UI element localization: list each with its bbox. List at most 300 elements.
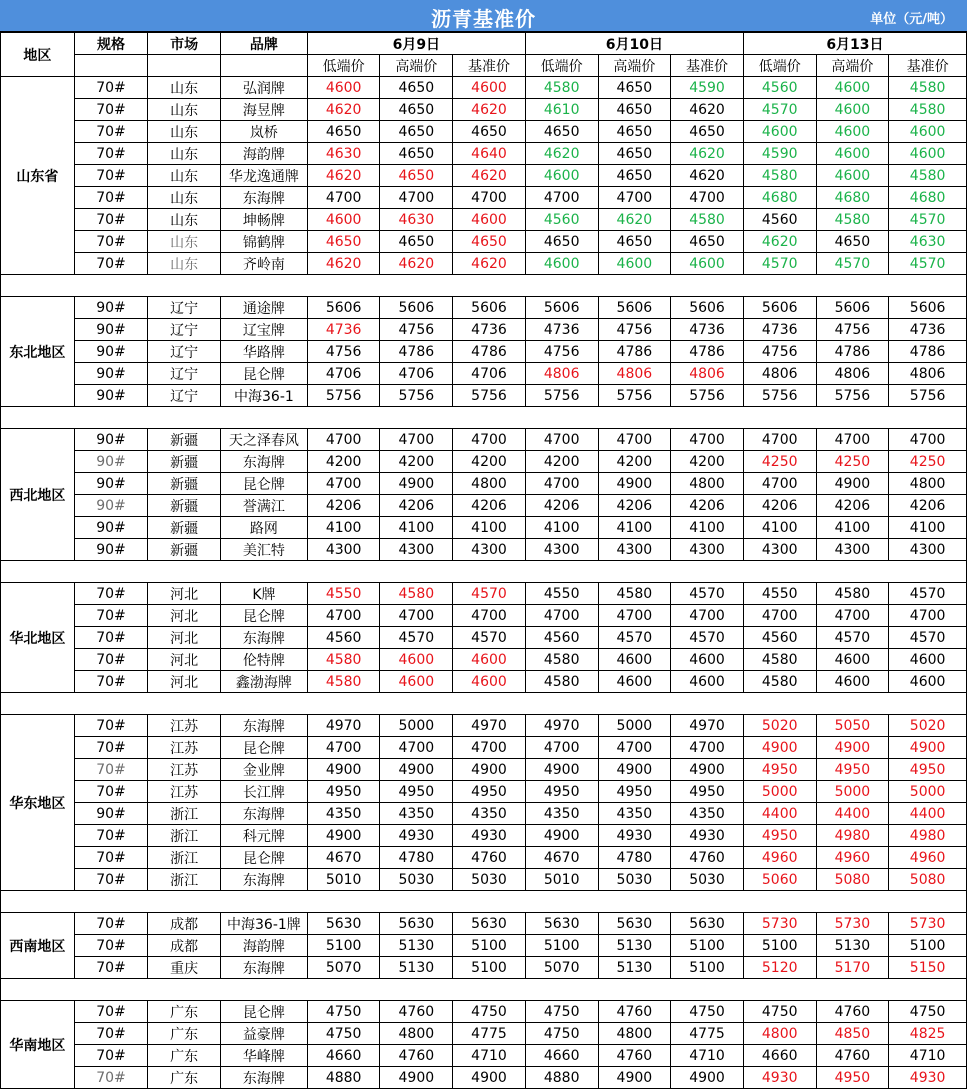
group-separator <box>1 979 967 1001</box>
base-price-cell: 4930 <box>453 825 526 847</box>
brand-cell: 海韵牌 <box>221 935 308 957</box>
low-price-cell: 4550 <box>307 583 380 605</box>
low-price-cell: 4970 <box>307 715 380 737</box>
high-price-cell: 4960 <box>816 847 889 869</box>
table-row <box>1 363 967 385</box>
high-price-cell: 4570 <box>598 627 671 649</box>
low-price-cell: 4700 <box>743 429 816 451</box>
low-price-cell: 4660 <box>743 1045 816 1067</box>
spec-cell: 70# <box>74 825 148 847</box>
group-separator <box>1 891 967 913</box>
low-price-cell: 4350 <box>525 803 598 825</box>
low-price-cell: 4950 <box>743 825 816 847</box>
high-price-cell: 4806 <box>598 363 671 385</box>
base-price-cell: 4710 <box>453 1045 526 1067</box>
high-price-cell: 4580 <box>598 583 671 605</box>
brand-cell: 华路牌 <box>221 341 308 363</box>
high-price-cell: 4900 <box>380 1067 453 1089</box>
low-price-cell: 4250 <box>743 451 816 473</box>
base-price-cell: 4630 <box>889 231 967 253</box>
low-price-cell: 4700 <box>307 473 380 495</box>
low-price-cell: 4580 <box>525 671 598 693</box>
spec-cell: 90# <box>74 297 148 319</box>
base-price-cell: 5630 <box>671 913 744 935</box>
low-price-cell: 4560 <box>743 209 816 231</box>
base-price-cell: 4620 <box>453 165 526 187</box>
brand-cell: 齐岭南 <box>221 253 308 275</box>
low-price-cell: 4750 <box>525 1023 598 1045</box>
base-price-cell: 4620 <box>671 99 744 121</box>
base-price-cell: 4640 <box>453 143 526 165</box>
brand-cell: 海昱牌 <box>221 99 308 121</box>
low-price-cell: 4620 <box>525 143 598 165</box>
market-cell: 新疆 <box>148 429 221 451</box>
low-price-cell: 5100 <box>525 935 598 957</box>
high-price-cell: 4756 <box>598 319 671 341</box>
sub-header-blank <box>148 55 221 77</box>
spec-cell: 90# <box>74 319 148 341</box>
base-price-cell: 4206 <box>889 495 967 517</box>
low-price-cell: 5100 <box>743 935 816 957</box>
high-price-cell: 4900 <box>380 759 453 781</box>
high-price-cell: 4780 <box>598 847 671 869</box>
low-price-cell: 4700 <box>307 187 380 209</box>
high-price-cell: 4200 <box>380 451 453 473</box>
table-row <box>1 319 967 341</box>
high-price-cell: 4650 <box>380 165 453 187</box>
base-price-cell: 5100 <box>671 935 744 957</box>
low-price-cell: 4706 <box>307 363 380 385</box>
low-price-cell: 4700 <box>307 429 380 451</box>
table-row <box>1 209 967 231</box>
high-price-cell: 5130 <box>380 935 453 957</box>
high-price-cell: 4300 <box>380 539 453 561</box>
separator-cell <box>1 693 967 715</box>
price-table <box>0 32 967 1089</box>
table-row <box>1 385 967 407</box>
base-price-cell: 4600 <box>453 77 526 99</box>
high-price-cell: 5630 <box>598 913 671 935</box>
low-price-cell: 4610 <box>525 99 598 121</box>
base-price-cell: 4650 <box>671 121 744 143</box>
low-price-cell: 4750 <box>743 1001 816 1023</box>
brand-cell: 东海牌 <box>221 715 308 737</box>
header-brand: 品牌 <box>221 33 308 55</box>
low-price-cell: 4600 <box>743 121 816 143</box>
low-price-cell: 5756 <box>743 385 816 407</box>
low-price-cell: 4570 <box>743 99 816 121</box>
high-price-cell: 4800 <box>380 1023 453 1045</box>
high-price-cell: 4620 <box>380 253 453 275</box>
high-price-cell: 4650 <box>598 77 671 99</box>
spec-cell: 70# <box>74 957 148 979</box>
market-cell: 广东 <box>148 1023 221 1045</box>
spec-cell: 70# <box>74 627 148 649</box>
table-row <box>1 957 967 979</box>
high-price-cell: 4600 <box>816 143 889 165</box>
low-price-cell: 4670 <box>525 847 598 869</box>
base-price-cell: 4960 <box>889 847 967 869</box>
high-price-cell: 5000 <box>816 781 889 803</box>
market-cell: 辽宁 <box>148 297 221 319</box>
base-price-cell: 4786 <box>889 341 967 363</box>
high-price-cell: 4700 <box>816 429 889 451</box>
high-price-cell: 5050 <box>816 715 889 737</box>
low-price-cell: 4700 <box>525 737 598 759</box>
base-price-cell: 4206 <box>453 495 526 517</box>
high-price-cell: 4850 <box>816 1023 889 1045</box>
high-price-cell: 4600 <box>380 671 453 693</box>
base-price-cell: 4600 <box>889 143 967 165</box>
high-price-cell: 5756 <box>598 385 671 407</box>
brand-cell: 科元牌 <box>221 825 308 847</box>
base-price-cell: 4736 <box>453 319 526 341</box>
base-price-cell: 4350 <box>453 803 526 825</box>
low-price-cell: 4206 <box>743 495 816 517</box>
table-row <box>1 253 967 275</box>
market-cell: 辽宁 <box>148 319 221 341</box>
spec-cell: 70# <box>74 165 148 187</box>
high-price-cell: 4600 <box>816 671 889 693</box>
high-price-cell: 4570 <box>816 627 889 649</box>
base-price-cell: 4300 <box>889 539 967 561</box>
separator-cell <box>1 275 967 297</box>
low-price-cell: 4736 <box>525 319 598 341</box>
base-price-cell: 5630 <box>453 913 526 935</box>
high-price-cell: 4900 <box>380 473 453 495</box>
low-price-cell: 5630 <box>525 913 598 935</box>
low-price-cell: 4756 <box>743 341 816 363</box>
high-price-cell: 4650 <box>380 77 453 99</box>
base-price-cell: 4700 <box>889 605 967 627</box>
table-row <box>1 649 967 671</box>
header-region: 地区 <box>1 33 75 77</box>
high-price-cell: 4760 <box>598 1045 671 1067</box>
table-row <box>1 737 967 759</box>
low-price-cell: 4300 <box>307 539 380 561</box>
base-price-cell: 4980 <box>889 825 967 847</box>
base-price-cell: 4930 <box>671 825 744 847</box>
spec-cell: 90# <box>74 539 148 561</box>
high-price-cell: 5130 <box>816 935 889 957</box>
base-price-cell: 5756 <box>453 385 526 407</box>
low-price-cell: 4700 <box>525 473 598 495</box>
base-price-cell: 4900 <box>889 737 967 759</box>
low-price-cell: 4930 <box>743 1067 816 1089</box>
sub-header-low: 低端价 <box>743 55 816 77</box>
high-price-cell: 4700 <box>380 187 453 209</box>
high-price-cell: 4600 <box>598 649 671 671</box>
base-price-cell: 4206 <box>671 495 744 517</box>
base-price-cell: 4600 <box>453 671 526 693</box>
high-price-cell: 4900 <box>816 737 889 759</box>
high-price-cell: 4950 <box>380 781 453 803</box>
high-price-cell: 5606 <box>380 297 453 319</box>
spec-cell: 70# <box>74 935 148 957</box>
spec-cell: 90# <box>74 363 148 385</box>
separator-cell <box>1 979 967 1001</box>
sub-header-high: 高端价 <box>380 55 453 77</box>
high-price-cell: 4600 <box>598 253 671 275</box>
high-price-cell: 5030 <box>598 869 671 891</box>
market-cell: 山东 <box>148 121 221 143</box>
high-price-cell: 4786 <box>380 341 453 363</box>
base-price-cell: 4710 <box>671 1045 744 1067</box>
base-price-cell: 4700 <box>453 429 526 451</box>
low-price-cell: 4700 <box>307 737 380 759</box>
header-spec: 规格 <box>74 33 148 55</box>
base-price-cell: 4600 <box>889 671 967 693</box>
sub-header-high: 高端价 <box>816 55 889 77</box>
brand-cell: 益豪牌 <box>221 1023 308 1045</box>
low-price-cell: 4950 <box>743 759 816 781</box>
high-price-cell: 4680 <box>816 187 889 209</box>
base-price-cell: 5020 <box>889 715 967 737</box>
unit-label: 单位（元/吨） <box>870 12 953 27</box>
base-price-cell: 4700 <box>671 187 744 209</box>
high-price-cell: 4650 <box>598 231 671 253</box>
low-price-cell: 5756 <box>525 385 598 407</box>
low-price-cell: 5120 <box>743 957 816 979</box>
spec-cell: 70# <box>74 1045 148 1067</box>
low-price-cell: 4560 <box>307 627 380 649</box>
table-row <box>1 517 967 539</box>
base-price-cell: 4570 <box>889 583 967 605</box>
header-market: 市场 <box>148 33 221 55</box>
base-price-cell: 4700 <box>453 605 526 627</box>
base-price-cell: 4786 <box>671 341 744 363</box>
table-row <box>1 935 967 957</box>
low-price-cell: 5070 <box>525 957 598 979</box>
market-cell: 河北 <box>148 583 221 605</box>
spec-cell: 90# <box>74 495 148 517</box>
low-price-cell: 5010 <box>525 869 598 891</box>
base-price-cell: 4800 <box>453 473 526 495</box>
base-price-cell: 5606 <box>889 297 967 319</box>
base-price-cell: 4736 <box>889 319 967 341</box>
low-price-cell: 4880 <box>525 1067 598 1089</box>
base-price-cell: 4200 <box>453 451 526 473</box>
high-price-cell: 4250 <box>816 451 889 473</box>
region-cell: 华东地区 <box>1 715 75 891</box>
base-price-cell: 4706 <box>453 363 526 385</box>
base-price-cell: 4650 <box>671 231 744 253</box>
base-price-cell: 4800 <box>889 473 967 495</box>
base-price-cell: 4750 <box>453 1001 526 1023</box>
base-price-cell: 5756 <box>671 385 744 407</box>
table-row <box>1 165 967 187</box>
low-price-cell: 4750 <box>307 1023 380 1045</box>
high-price-cell: 4600 <box>380 649 453 671</box>
high-price-cell: 4650 <box>598 121 671 143</box>
region-cell: 华南地区 <box>1 1001 75 1089</box>
base-price-cell: 4700 <box>453 187 526 209</box>
market-cell: 山东 <box>148 231 221 253</box>
low-price-cell: 4700 <box>525 187 598 209</box>
base-price-cell: 4970 <box>671 715 744 737</box>
base-price-cell: 4600 <box>453 649 526 671</box>
base-price-cell: 5100 <box>453 935 526 957</box>
base-price-cell: 5606 <box>453 297 526 319</box>
brand-cell: 东海牌 <box>221 451 308 473</box>
high-price-cell: 4600 <box>816 121 889 143</box>
low-price-cell: 5730 <box>743 913 816 935</box>
high-price-cell: 4900 <box>598 1067 671 1089</box>
base-price-cell: 4600 <box>671 671 744 693</box>
low-price-cell: 4580 <box>743 649 816 671</box>
base-price-cell: 4580 <box>889 99 967 121</box>
high-price-cell: 4350 <box>380 803 453 825</box>
high-price-cell: 4700 <box>598 187 671 209</box>
brand-cell: 誉满江 <box>221 495 308 517</box>
spec-cell: 70# <box>74 605 148 627</box>
high-price-cell: 4650 <box>598 165 671 187</box>
base-price-cell: 4900 <box>453 1067 526 1089</box>
high-price-cell: 5606 <box>816 297 889 319</box>
base-price-cell: 4806 <box>671 363 744 385</box>
low-price-cell: 5100 <box>307 935 380 957</box>
low-price-cell: 5630 <box>307 913 380 935</box>
low-price-cell: 5020 <box>743 715 816 737</box>
low-price-cell: 4900 <box>307 759 380 781</box>
low-price-cell: 4736 <box>743 319 816 341</box>
high-price-cell: 5756 <box>380 385 453 407</box>
low-price-cell: 4700 <box>525 605 598 627</box>
high-price-cell: 5080 <box>816 869 889 891</box>
market-cell: 河北 <box>148 605 221 627</box>
region-cell: 西北地区 <box>1 429 75 561</box>
high-price-cell: 4570 <box>380 627 453 649</box>
base-price-cell: 4620 <box>671 165 744 187</box>
low-price-cell: 5000 <box>743 781 816 803</box>
brand-cell: 东海牌 <box>221 803 308 825</box>
market-cell: 河北 <box>148 671 221 693</box>
table-row <box>1 231 967 253</box>
low-price-cell: 4560 <box>743 627 816 649</box>
brand-cell: K牌 <box>221 583 308 605</box>
high-price-cell: 4600 <box>816 165 889 187</box>
group-separator <box>1 407 967 429</box>
base-price-cell: 4760 <box>453 847 526 869</box>
high-price-cell: 4300 <box>816 539 889 561</box>
high-price-cell: 4780 <box>380 847 453 869</box>
high-price-cell: 4700 <box>816 605 889 627</box>
brand-cell: 中海36-1牌 <box>221 913 308 935</box>
base-price-cell: 4350 <box>671 803 744 825</box>
brand-cell: 坤畅牌 <box>221 209 308 231</box>
spec-cell: 70# <box>74 143 148 165</box>
low-price-cell: 4580 <box>743 671 816 693</box>
brand-cell: 华龙逸通牌 <box>221 165 308 187</box>
low-price-cell: 4200 <box>307 451 380 473</box>
brand-cell: 鑫渤海牌 <box>221 671 308 693</box>
spec-cell: 70# <box>74 209 148 231</box>
sub-header-low: 低端价 <box>525 55 598 77</box>
market-cell: 山东 <box>148 77 221 99</box>
table-row <box>1 847 967 869</box>
base-price-cell: 4736 <box>671 319 744 341</box>
spec-cell: 70# <box>74 759 148 781</box>
brand-cell: 东海牌 <box>221 627 308 649</box>
base-price-cell: 4900 <box>671 759 744 781</box>
high-price-cell: 4930 <box>598 825 671 847</box>
high-price-cell: 5756 <box>816 385 889 407</box>
high-price-cell: 5000 <box>598 715 671 737</box>
base-price-cell: 5100 <box>889 935 967 957</box>
market-cell: 浙江 <box>148 825 221 847</box>
low-price-cell: 4670 <box>307 847 380 869</box>
low-price-cell: 4100 <box>743 517 816 539</box>
base-price-cell: 5030 <box>671 869 744 891</box>
base-price-cell: 4100 <box>671 517 744 539</box>
low-price-cell: 4650 <box>307 121 380 143</box>
low-price-cell: 4400 <box>743 803 816 825</box>
high-price-cell: 4200 <box>598 451 671 473</box>
low-price-cell: 4960 <box>743 847 816 869</box>
market-cell: 浙江 <box>148 869 221 891</box>
spec-cell: 70# <box>74 671 148 693</box>
spec-cell: 70# <box>74 77 148 99</box>
market-cell: 新疆 <box>148 451 221 473</box>
high-price-cell: 4100 <box>380 517 453 539</box>
separator-cell <box>1 891 967 913</box>
spec-cell: 70# <box>74 583 148 605</box>
low-price-cell: 4756 <box>525 341 598 363</box>
market-cell: 浙江 <box>148 847 221 869</box>
base-price-cell: 4570 <box>889 209 967 231</box>
table-row <box>1 495 967 517</box>
high-price-cell: 4650 <box>380 143 453 165</box>
brand-cell: 辽宝牌 <box>221 319 308 341</box>
low-price-cell: 4900 <box>525 825 598 847</box>
low-price-cell: 4300 <box>743 539 816 561</box>
spec-cell: 70# <box>74 869 148 891</box>
brand-cell: 弘润牌 <box>221 77 308 99</box>
high-price-cell: 4706 <box>380 363 453 385</box>
header-row <box>1 33 967 55</box>
base-price-cell: 5030 <box>453 869 526 891</box>
low-price-cell: 4580 <box>307 671 380 693</box>
sub-header-low: 低端价 <box>307 55 380 77</box>
high-price-cell: 4930 <box>380 825 453 847</box>
high-price-cell: 4620 <box>598 209 671 231</box>
base-price-cell: 4300 <box>671 539 744 561</box>
brand-cell: 昆仑牌 <box>221 737 308 759</box>
low-price-cell: 4550 <box>743 583 816 605</box>
spec-cell: 70# <box>74 1067 148 1089</box>
high-price-cell: 4756 <box>816 319 889 341</box>
table-row <box>1 297 967 319</box>
market-cell: 河北 <box>148 627 221 649</box>
sub-header-base: 基准价 <box>453 55 526 77</box>
group-separator <box>1 275 967 297</box>
brand-cell: 东海牌 <box>221 869 308 891</box>
title-bar <box>0 0 967 32</box>
brand-cell: 路网 <box>221 517 308 539</box>
base-price-cell: 5730 <box>889 913 967 935</box>
high-price-cell: 4100 <box>598 517 671 539</box>
high-price-cell: 5130 <box>598 935 671 957</box>
high-price-cell: 4600 <box>598 671 671 693</box>
market-cell: 新疆 <box>148 495 221 517</box>
market-cell: 江苏 <box>148 759 221 781</box>
spec-cell: 70# <box>74 1001 148 1023</box>
table-row <box>1 99 967 121</box>
high-price-cell: 4760 <box>598 1001 671 1023</box>
high-price-cell: 4900 <box>598 473 671 495</box>
market-cell: 江苏 <box>148 737 221 759</box>
table-row <box>1 1001 967 1023</box>
